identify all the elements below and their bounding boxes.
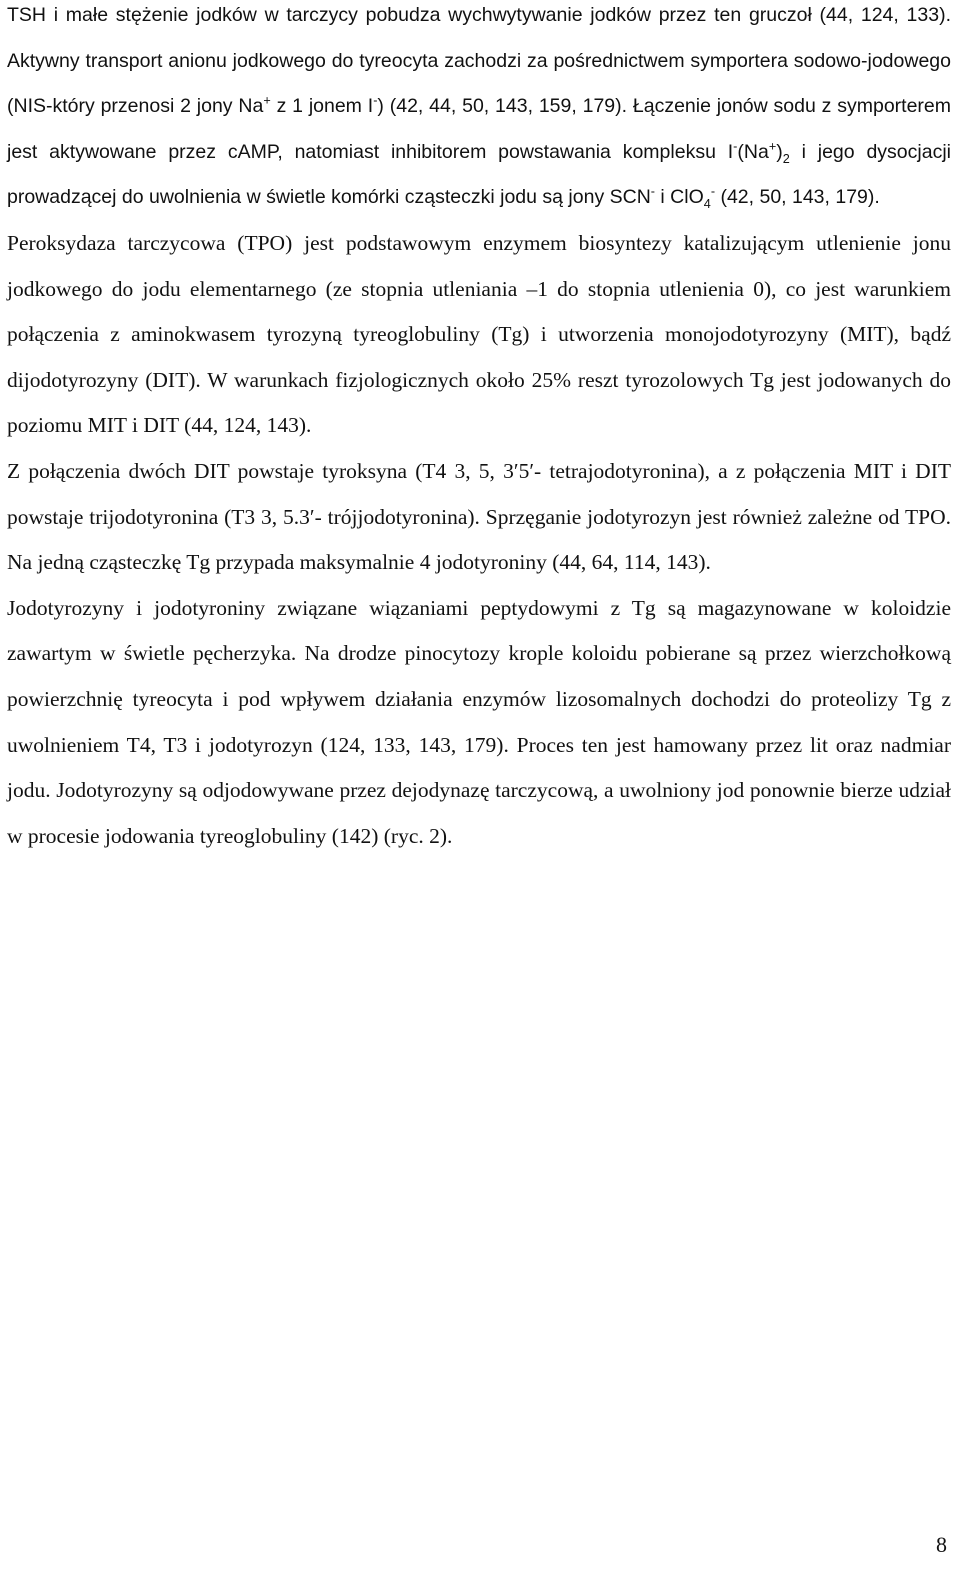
superscript-minus: - <box>733 139 738 154</box>
text-segment: ) (42, 44, 50, 143, 159, 179). Łączenie jonów sodu z symporterem jest aktywowane przez cAMP, natomiast inhibitorem powstawania kompleksu I <box>7 95 952 163</box>
subscript-two: 2 <box>782 151 790 166</box>
paragraph-iodide-transport <box>7 0 951 221</box>
document-body <box>7 0 951 859</box>
paragraph-thyroid-peroxidase: Peroksydaza tarczycowa (TPO) jest podstawowym enzymem biosyntezy katalizującym utlenienie jonu jodkowego do jodu elementarnego (ze stopnia utleniania –1 do stopnia utlenienia 0), co jest warunkiem połączenia z aminokwasem tyrozyną tyreoglobuliny (Tg) i utworzenia monojodotyrozyny (MIT), bądź dijodotyrozyny (DIT). W warunkach fizjologicznych około 25% reszt tyrozolowych Tg jest jodowanych do poziomu MIT i DIT (44, 124, 143). <box>7 230 951 438</box>
superscript-minus: - <box>710 184 716 199</box>
text-segment: ) <box>776 140 783 163</box>
superscript-plus: + <box>768 139 777 154</box>
page-number: 8 <box>936 1532 947 1557</box>
text-segment: i jego dysocjacji prowadzącej do uwolnienia w świetle komórki cząsteczki jodu są jony SCN <box>7 140 951 209</box>
paragraph-colloid-storage: Jodotyrozyny i jodotyroniny związane wiązaniami peptydowymi z Tg są magazynowane w koloidzie zawartym w świetle pęcherzyka. Na drodze pinocytozy krople koloidu pobierane są przez wierzchołkową powierzchnię tyreocyta i pod wpływem działania enzymów lizosomalnych dochodzi do proteolizy Tg z uwolnieniem T4, T3 i jodotyrozyn (124, 133, 143, 179). Proces ten jest hamowany przez lit oraz nadmiar jodu. Jodotyrozyny są odjodowywane przez dejodynazę tarczycową, a uwolniony jod ponownie bierze udział w procesie jodowania tyreoglobuliny (142) (ryc. 2). <box>7 595 951 848</box>
text-segment: (Na <box>737 140 769 163</box>
subscript-four: 4 <box>703 197 711 212</box>
superscript-minus: - <box>373 93 378 108</box>
superscript-minus: - <box>650 184 656 199</box>
text-segment: i ClO <box>655 186 704 209</box>
text-segment: (42, 50, 143, 179). <box>715 186 880 209</box>
paragraph-thyroxine-formation: Z połączenia dwóch DIT powstaje tyroksyna (T4 3, 5, 3′5′- tetrajodotyronina), a z połączenia MIT i DIT powstaje trijodotyronina (T3 3, 5.3′- trójjodotyronina). Sprzęganie jodotyrozyn jest również zależne od TPO. Na jedną cząsteczkę Tg przypada maksymalnie 4 jodotyroniny (44, 64, 114, 143). <box>7 458 951 575</box>
text-segment: z 1 jonem I <box>270 95 374 118</box>
superscript-plus: + <box>263 93 271 108</box>
text-segment: TSH i małe stężenie jodków w tarczycy pobudza wychwytywanie jodków przez ten gruczoł (44, 124, 133). Aktywny transport anionu jodkowego do tyreocyta zachodzi za pośrednictwem symportera sodowo-jodowego (NIS-który przenosi 2 jony Na <box>7 4 951 118</box>
